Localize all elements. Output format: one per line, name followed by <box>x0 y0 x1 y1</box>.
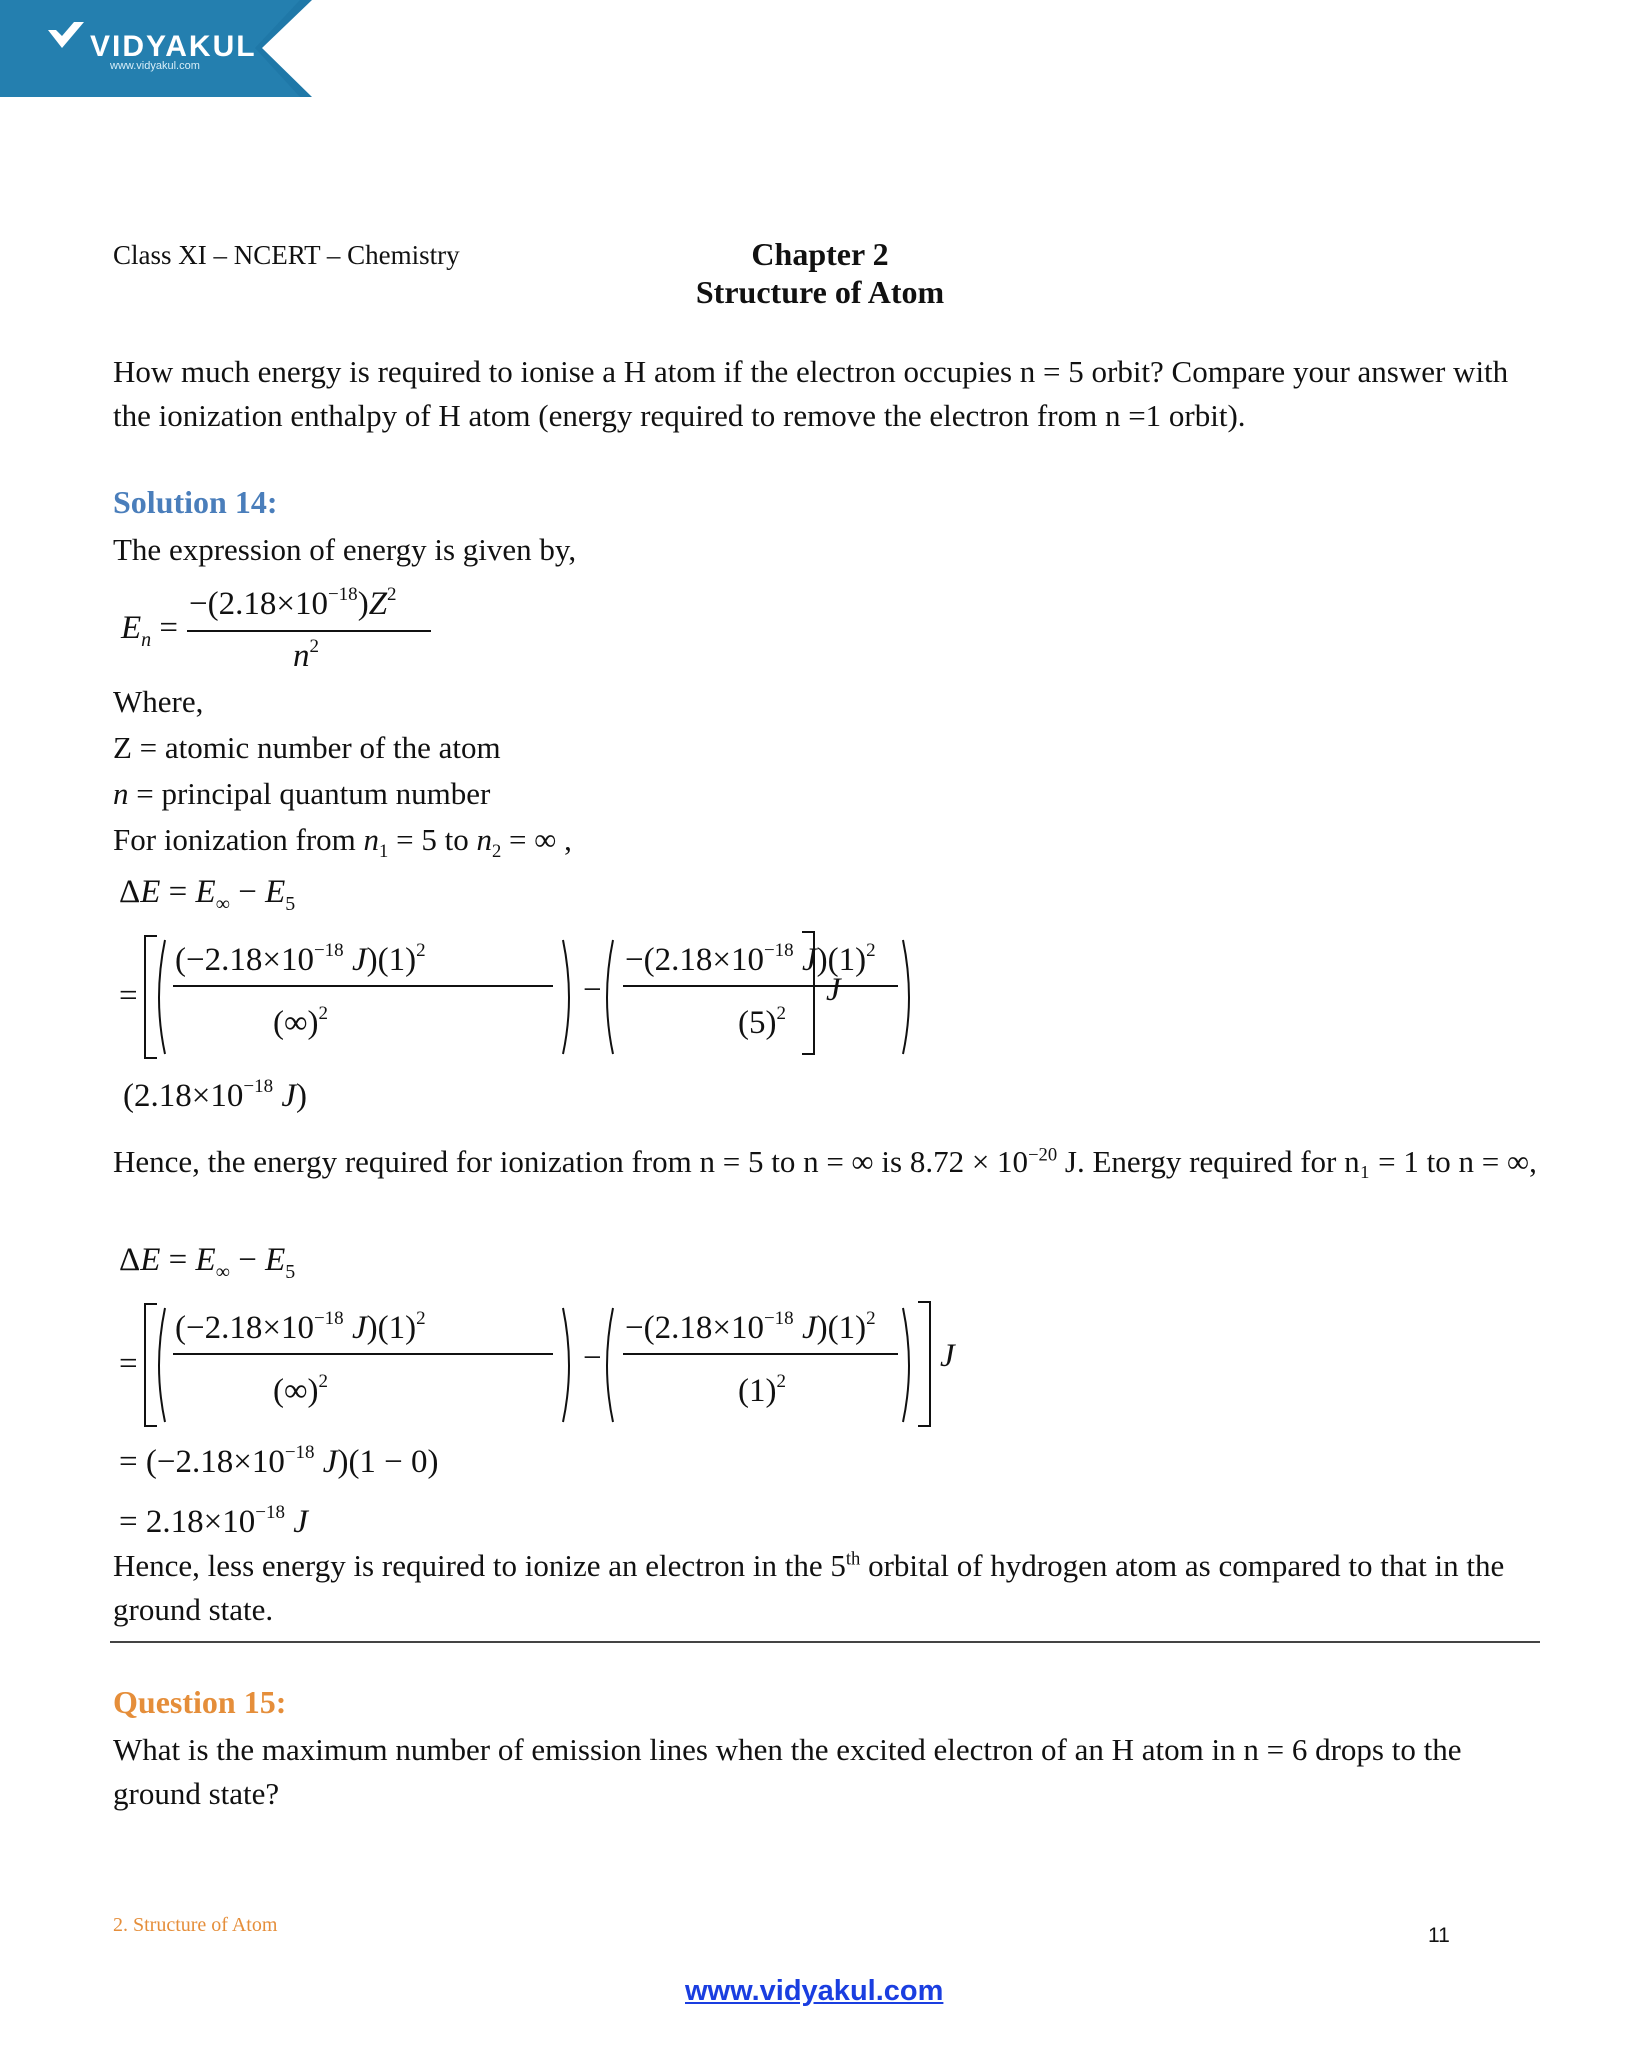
class-label: Class XI – NCERT – Chemistry <box>113 240 460 270</box>
svg-text:=: = <box>119 1346 138 1382</box>
svg-text:(2.18×10−18 J): ($2.18\times 10^{-18}$ J) <box>123 1076 307 1114</box>
svg-text:(−2.18×10−18 J)(1)2: ($-2.18\times 10^{-18}$ $J)(1)^2$ <box>175 1308 426 1346</box>
svg-text:−(2.18×10−18 J)(1)2: $-(2.18\times 10^{-18}$ $J)(1)^2$ <box>625 1308 876 1346</box>
svg-text:(5)2: $(5)^2$ <box>738 1003 786 1041</box>
bracket-close-1 <box>800 930 860 1065</box>
svg-text:−: − <box>583 1340 602 1376</box>
question-14-text: How much energy is required to ionise a H atom if the electron occupies n = 5 orbit? Compare your answer with the ionization enthalpy of H atom (energy required to remove the electron from n =1 orbit). <box>113 354 1509 433</box>
svg-text:J: J <box>826 972 841 1008</box>
svg-text:En =: $E_n$ = <box>121 610 179 651</box>
svg-text:ΔE = E∞ − E5: $\Delta E = E_\infty - E_5$ <box>119 1242 296 1283</box>
svg-text:n2: $n^2$ <box>293 636 319 674</box>
where-label: Where, <box>113 684 204 719</box>
section-divider <box>110 1641 1540 1643</box>
chapter-title: Chapter 2 <box>751 236 889 272</box>
svg-text:−: − <box>583 972 602 1008</box>
ionization-line: For ionization from $n_1 = 5$ to $n_2$ = ∞ , <box>113 822 572 863</box>
svg-text:−(2.18×10−18 J)(1)2: $-(2.18\times 10^{-18}$ $J)(1)^2$ <box>625 940 876 978</box>
delta-e-equation-1 <box>113 868 876 1118</box>
solution-intro: The expression of energy is given by, <box>113 532 577 567</box>
svg-text:(∞)2: (∞)$^2$ <box>273 1371 329 1409</box>
energy-formula <box>113 574 453 674</box>
page-number: 11 <box>1428 1924 1450 1947</box>
z-definition: Z = atomic number of the atom <box>113 730 501 765</box>
footer-link[interactable]: www.vidyakul.com <box>685 1975 944 2007</box>
hence-line-1: Hence, the energy required for ionization from n = 5 to n = ∞ is $8.72 \times 10^{-20}$ J. Energy required for n₁ = 1 to n = ∞, <box>113 1144 1537 1179</box>
svg-text:J: J <box>940 1338 955 1374</box>
delta-e-equation-2 <box>113 1236 983 1540</box>
svg-text:(∞)2: (∞)$^2$ <box>273 1003 329 1041</box>
question-15-text: What is the maximum number of emission lines when the excited electron of an H atom in n = 6 drops to the ground state? <box>113 1732 1462 1811</box>
svg-text:= (−2.18×10−18 J)(1 − 0): = ($-2.18\times 10^{-18}$ J)(1 − 0) <box>119 1442 439 1480</box>
svg-text:ΔE = E∞ − E5: $\Delta E = E_\infty - E_5$ <box>119 874 296 915</box>
brand-site: www.vidyakul.com <box>110 60 200 72</box>
n-definition: n = principal quantum number <box>113 776 491 811</box>
svg-text:(−2.18×10−18 J)(1)2: ($-2.18\times 10^{-18}$ $J)(1)^2$ <box>175 940 426 978</box>
brand-name: VIDYAKUL <box>90 30 257 63</box>
hence-line-2: Hence, less energy is required to ionize an electron in the 5th orbital of hydrogen atom as compared to that in the ground state. <box>113 1548 1505 1627</box>
chapter-subtitle: Structure of Atom <box>695 274 945 310</box>
svg-text:(1)2: $(1)^2$ <box>738 1371 786 1409</box>
svg-text:−(2.18×10−18)Z2: $-(2.18\times 10^{-18})Z^2$ <box>189 584 397 622</box>
footer-chapter: 2. Structure of Atom <box>113 1914 278 1936</box>
svg-text:= 2.18×10−18 J: = $2.18\times 10^{-18}$ J <box>119 1502 308 1540</box>
solution-14-heading: Solution 14: <box>113 484 278 520</box>
question-15-heading: Question 15: <box>113 1684 287 1720</box>
svg-text:=: = <box>119 978 138 1014</box>
